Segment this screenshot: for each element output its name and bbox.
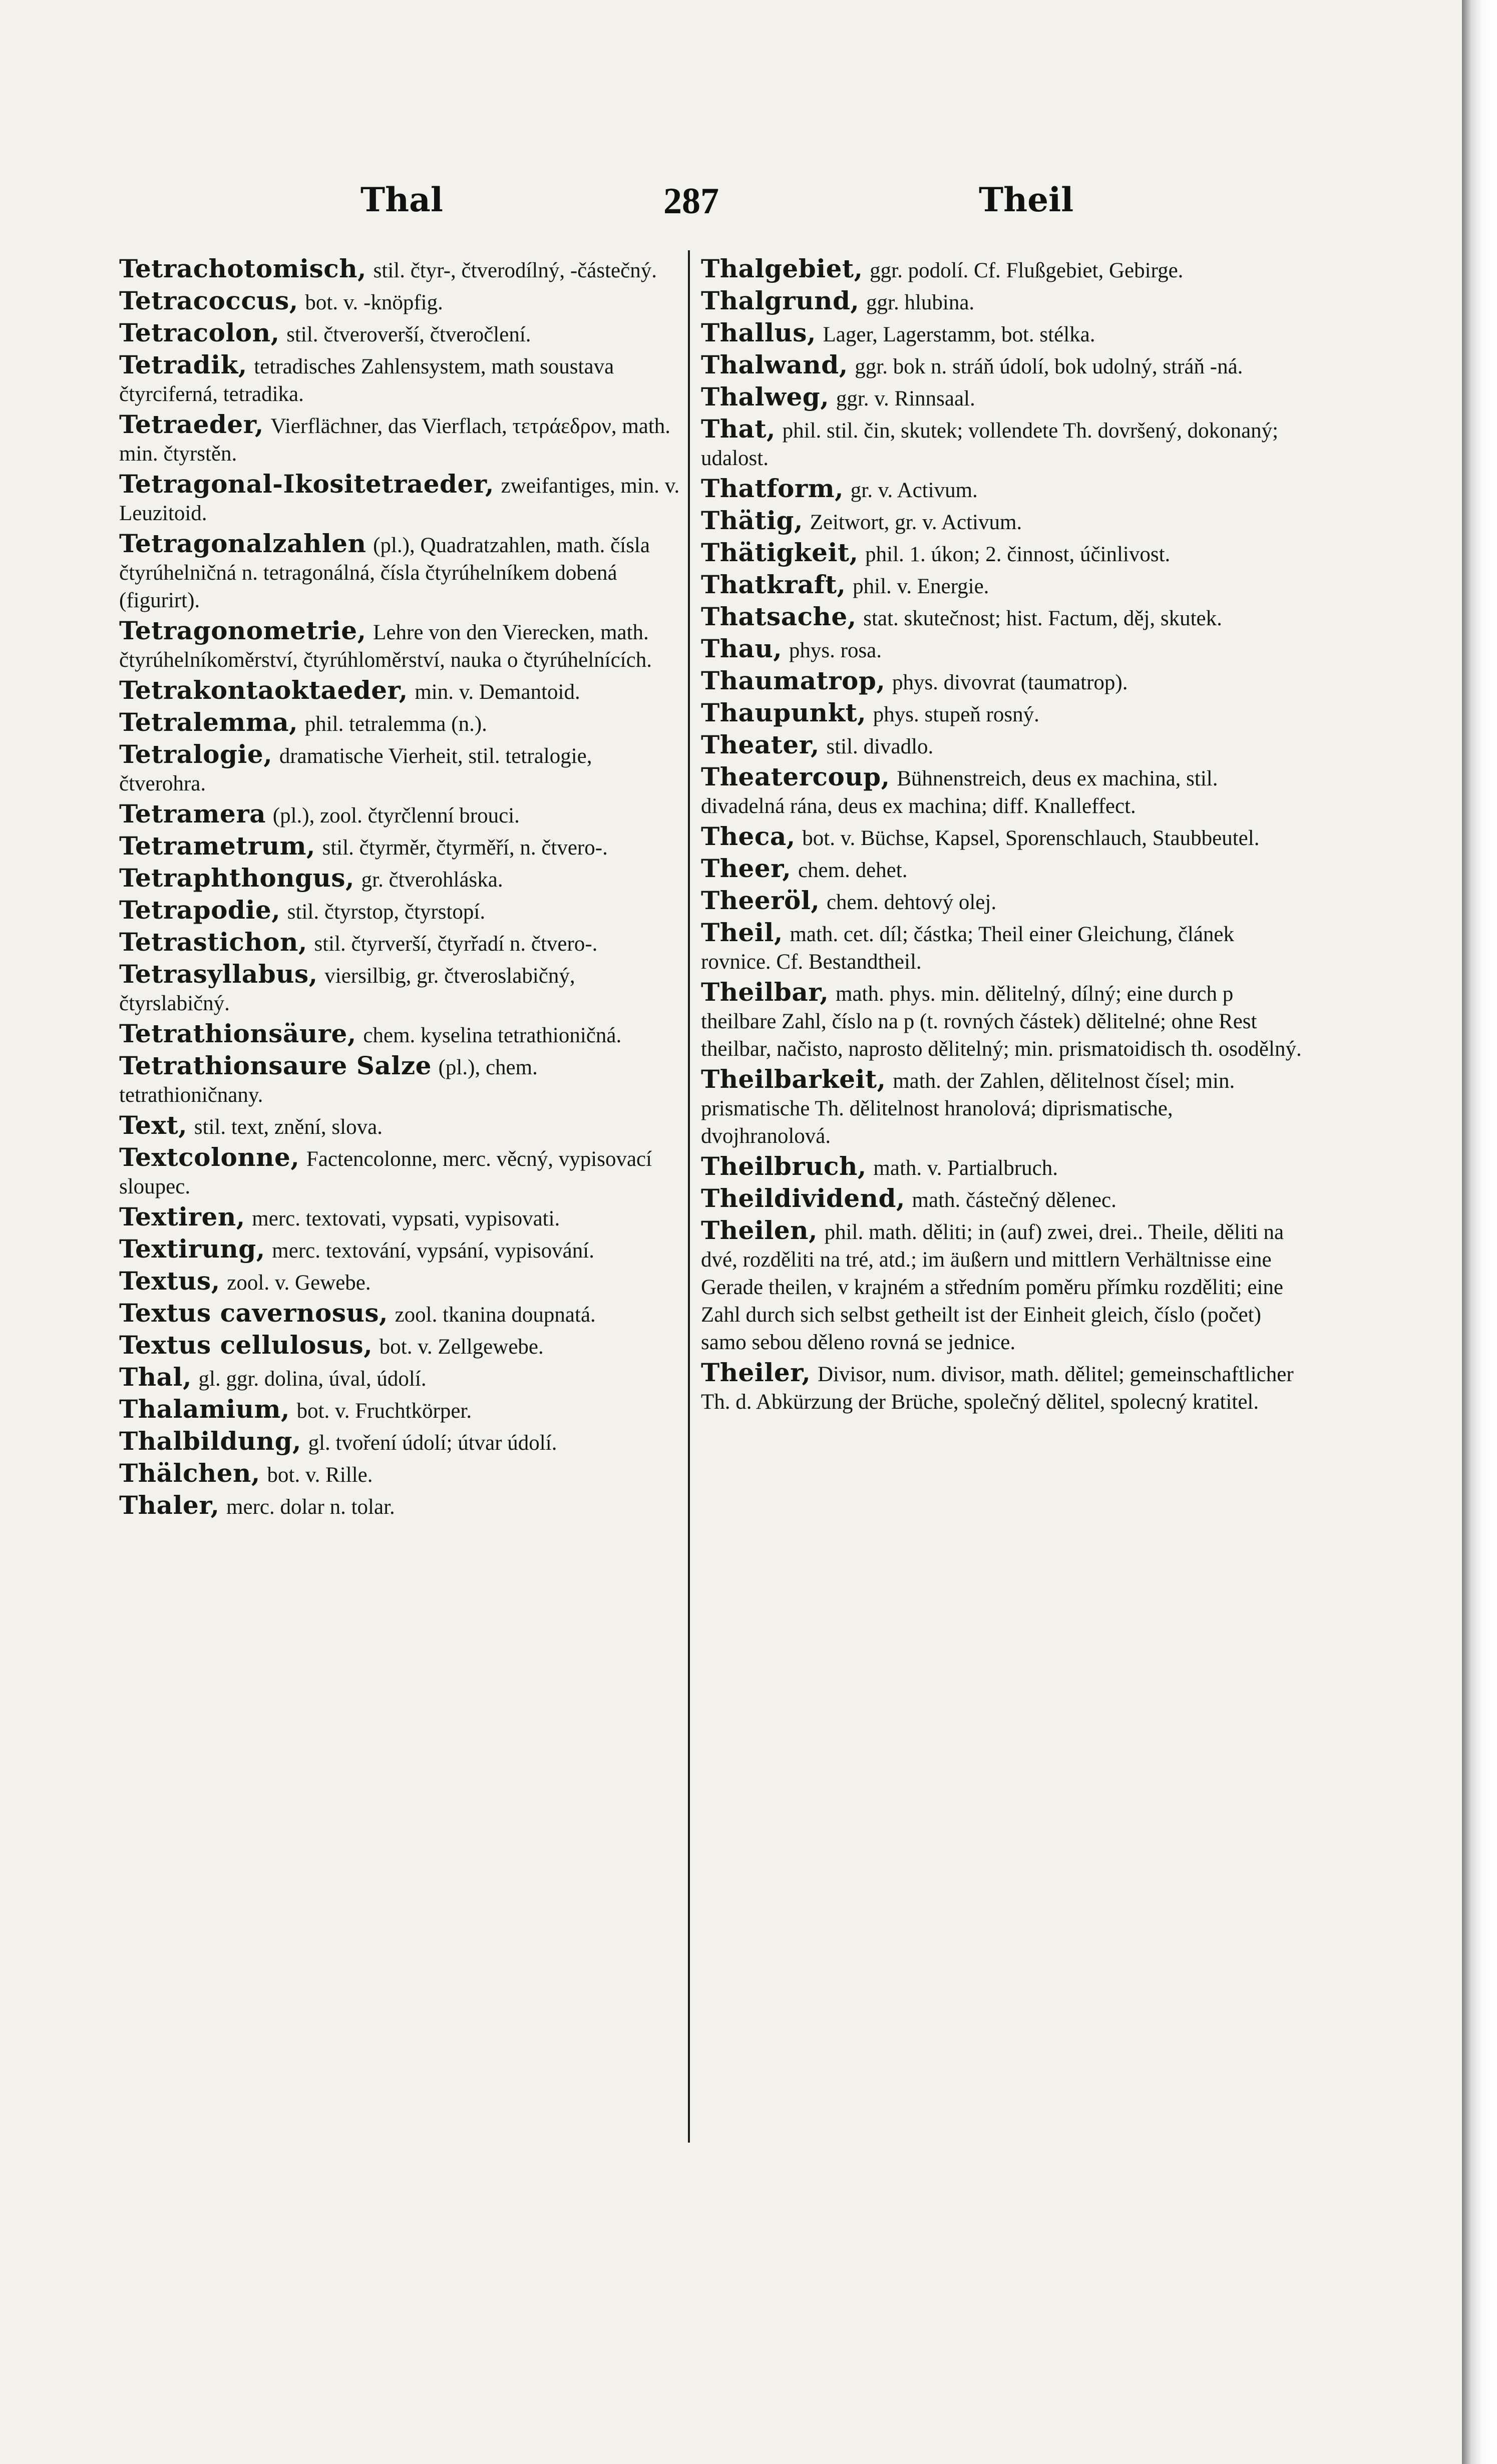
- headword: Tetrasyllabus,: [119, 959, 318, 989]
- definition: phys. divovrat (taumatrop).: [892, 671, 1128, 694]
- headword: Tetracolon,: [119, 318, 280, 347]
- headword: Thätigkeit,: [701, 538, 859, 567]
- definition: ggr. podolí. Cf. Flußgebiet, Gebirge.: [870, 259, 1184, 282]
- dictionary-entry: [701, 475, 1307, 504]
- definition: math. der Zahlen, dělitelnost čísel; min. prismatische Th. dělitelnost hranolová; diprismatische, dvojhranolová.: [701, 1069, 1235, 1148]
- definition: chem. dehet.: [798, 859, 908, 882]
- definition: bot. v. Fruchtkörper.: [296, 1399, 472, 1423]
- dictionary-entry: [701, 823, 1307, 852]
- dictionary-entry: [701, 1066, 1307, 1150]
- dictionary-entry: [119, 897, 680, 926]
- dictionary-entry: [119, 255, 680, 284]
- headword: Thalgrund,: [701, 286, 860, 315]
- headword: Theiler,: [701, 1358, 811, 1387]
- dictionary-entry: [701, 603, 1307, 632]
- headword: Text,: [119, 1110, 188, 1140]
- dictionary-entry: [701, 255, 1307, 284]
- running-head-left: Thal: [360, 180, 443, 219]
- definition: math. cet. díl; částka; Theil einer Gleichung, článek rovnice. Cf. Bestandtheil.: [701, 923, 1234, 974]
- definition: stil. čtveroverší, čtveročlení.: [286, 323, 531, 346]
- definition: Vierflächner, das Vierflach, τετράεδρον, math. min. čtyrstěn.: [119, 415, 671, 466]
- dictionary-entry: [119, 1112, 680, 1141]
- dictionary-entry: [701, 763, 1307, 820]
- dictionary-entry: [701, 731, 1307, 760]
- dictionary-entry: [119, 1020, 680, 1049]
- headword: Thalgebiet,: [701, 254, 863, 283]
- left-column: [119, 255, 680, 1524]
- definition: bot. v. Büchse, Kapsel, Sporenschlauch, Staubbeutel.: [802, 827, 1260, 850]
- headword: Thaupunkt,: [701, 698, 867, 727]
- page-number: 287: [663, 181, 719, 222]
- definition: stat. skutečnost; hist. Factum, děj, skutek.: [863, 607, 1222, 630]
- headword: Tetralemma,: [119, 707, 298, 737]
- definition: stil. čtyrverší, čtyrřadí n. čtvero-.: [314, 932, 598, 956]
- dictionary-entry: [119, 709, 680, 738]
- definition: min. v. Demantoid.: [415, 680, 580, 704]
- definition: bot. v. Zellgewebe.: [379, 1335, 544, 1359]
- dictionary-entry: [701, 571, 1307, 600]
- headword: Thau,: [701, 634, 783, 663]
- dictionary-entry: [701, 699, 1307, 728]
- definition: Bühnenstreich, deus ex machina, stil. divadelná rána, deus ex machina; diff. Knalleffect.: [701, 767, 1218, 818]
- headword: Theilen,: [701, 1215, 818, 1245]
- dictionary-entry: [701, 1185, 1307, 1214]
- dictionary-entry: [119, 287, 680, 316]
- headword: Tetrathionsäure,: [119, 1019, 356, 1048]
- dictionary-entry: [119, 1300, 680, 1329]
- headword: Tetrapodie,: [119, 895, 281, 925]
- headword: Tetracoccus,: [119, 286, 298, 315]
- headword: Tetrathionsaure Salze: [119, 1051, 432, 1080]
- dictionary-entry: [119, 1052, 680, 1109]
- definition: Divisor, num. divisor, math. dělitel; gemeinschaftlicher Th. d. Abkürzung der Brüche, společný dělitel, spolecný kratitel.: [701, 1363, 1294, 1414]
- headword: Thatform,: [701, 474, 844, 503]
- dictionary-entry: [119, 1332, 680, 1361]
- headword: Theil,: [701, 918, 783, 947]
- definition: ggr. hlubina.: [866, 291, 975, 314]
- definition: Lehre von den Vierecken, math. čtyrúhelníkoměrství, čtyrúhloměrství, nauka o čtyrúhelnících.: [119, 621, 652, 672]
- headword: Theeröl,: [701, 886, 820, 915]
- dictionary-entry: [119, 833, 680, 862]
- dictionary-entry: [119, 929, 680, 958]
- headword: Tetraphthongus,: [119, 863, 354, 893]
- dictionary-entry: [701, 1359, 1307, 1416]
- dictionary-entry: [119, 617, 680, 674]
- headword: Textcolonne,: [119, 1142, 300, 1172]
- headword: Tetrametrum,: [119, 831, 315, 861]
- definition: (pl.), Quadratzahlen, math. čísla čtyrúhelničná n. tetragonálná, čísla čtyrúhelníkem dobená (figurirt).: [119, 534, 650, 612]
- headword: Thallus,: [701, 318, 816, 347]
- headword: Thalwand,: [701, 350, 848, 379]
- definition: gl. tvoření údolí; útvar údolí.: [308, 1431, 557, 1455]
- headword: Tetragonal-Ikositetraeder,: [119, 469, 494, 499]
- definition: chem. kyselina tetrathioničná.: [363, 1024, 622, 1047]
- definition: math. phys. min. dělitelný, dílný; eine durch p theilbare Zahl, číslo na p (t. rovných částek) dělitelné; ohne Rest theilbar, načisto, naprosto dělitelný; min. prismatoidisch th. osodělný.: [701, 982, 1302, 1061]
- definition: phil. stil. čin, skutek; vollendete Th. dovršený, dokonaný; udalost.: [701, 419, 1279, 470]
- definition: stil. čtyr-, čtverodílný, -částečný.: [373, 259, 657, 282]
- definition: Factencolonne, merc. věcný, vypisovací sloupec.: [119, 1147, 652, 1198]
- headword: Thal,: [119, 1362, 192, 1392]
- dictionary-entry: [701, 919, 1307, 976]
- headword: Theilbar,: [701, 977, 829, 1007]
- definition: zool. tkanina doupnatá.: [395, 1303, 596, 1327]
- headword: Theilbruch,: [701, 1151, 867, 1181]
- dictionary-entry: [701, 667, 1307, 696]
- dictionary-entry: [701, 887, 1307, 916]
- right-column: [701, 255, 1307, 1419]
- dictionary-entry: [119, 471, 680, 527]
- definition: ggr. bok n. stráň údolí, bok udolný, stráň -ná.: [855, 355, 1243, 378]
- dictionary-entry: [119, 1203, 680, 1233]
- definition: merc. dolar n. tolar.: [226, 1495, 395, 1519]
- dictionary-entry: [119, 800, 680, 830]
- definition: zweifantiges, min. v. Leuzitoid.: [119, 474, 680, 525]
- headword: Tetrakontaoktaeder,: [119, 675, 408, 705]
- headword: Tetraeder,: [119, 409, 264, 439]
- headword: Tetrastichon,: [119, 927, 307, 957]
- dictionary-entry: [119, 411, 680, 468]
- headword: Textus cavernosus,: [119, 1298, 388, 1328]
- definition: stil. text, znění, slova.: [194, 1115, 383, 1139]
- definition: phil. 1. úkon; 2. činnost, účinlivost.: [865, 543, 1171, 566]
- definition: gr. čtverohláska.: [361, 868, 503, 892]
- definition: math. částečný dělenec.: [912, 1188, 1116, 1212]
- definition: Lager, Lagerstamm, bot. stélka.: [823, 323, 1095, 346]
- headword: Thätig,: [701, 506, 803, 535]
- definition: gl. ggr. dolina, úval, údolí.: [198, 1367, 427, 1391]
- headword: Thatkraft,: [701, 570, 846, 599]
- dictionary-entry: [701, 1153, 1307, 1182]
- definition: tetradisches Zahlensystem, math soustava čtyrciferná, tetradika.: [119, 355, 614, 406]
- definition: math. v. Partialbruch.: [873, 1156, 1058, 1180]
- definition: gr. v. Activum.: [850, 479, 978, 502]
- dictionary-entry: [119, 1396, 680, 1425]
- dictionary-entry: [119, 1492, 680, 1521]
- definition: bot. v. -knöpfig.: [305, 291, 443, 314]
- running-head-right: Theil: [979, 180, 1074, 219]
- definition: dramatische Vierheit, stil. tetralogie, čtverohra.: [119, 744, 592, 795]
- definition: chem. dehtový olej.: [826, 891, 997, 914]
- headword: Thaler,: [119, 1490, 220, 1520]
- dictionary-entry: [701, 539, 1307, 568]
- definition: phys. rosa.: [789, 639, 882, 662]
- definition: phil. v. Energie.: [853, 575, 989, 598]
- dictionary-entry: [119, 1364, 680, 1393]
- definition: phil. math. děliti; in (auf) zwei, drei.. Theile, děliti na dvé, rozděliti na tré, atd.; im äußern und mittlern Verhältnisse eine Gerade theilen, v krajném a středním poměru přímku rozděliti; eine Zahl durch sich selbst getheilt ist der Einheit gleich, číslo (počet) samo sebou děleno rovná se jednice.: [701, 1220, 1284, 1354]
- dictionary-entry: [119, 741, 680, 797]
- dictionary-entry: [701, 1217, 1307, 1356]
- dictionary-entry: [119, 319, 680, 348]
- definition: viersilbig, gr. čtveroslabičný, čtyrslabičný.: [119, 964, 575, 1015]
- headword: Textus,: [119, 1266, 220, 1296]
- definition: (pl.), zool. čtyrčlenní brouci.: [272, 804, 520, 828]
- headword: Tetragonalzahlen: [119, 529, 366, 558]
- definition: merc. textovati, vypsati, vypisovati.: [252, 1207, 560, 1230]
- headword: Textus cellulosus,: [119, 1330, 373, 1360]
- dictionary-entry: [701, 855, 1307, 884]
- dictionary-entry: [701, 287, 1307, 316]
- dictionary-entry: [701, 507, 1307, 536]
- headword: Thaumatrop,: [701, 666, 886, 695]
- definition: bot. v. Rille.: [267, 1463, 373, 1487]
- dictionary-entry: [701, 635, 1307, 664]
- definition: stil. divadlo.: [826, 735, 934, 758]
- headword: Thatsache,: [701, 602, 857, 631]
- headword: That,: [701, 414, 776, 444]
- headword: Tetrachotomisch,: [119, 254, 366, 283]
- definition: phil. tetralemma (n.).: [304, 712, 487, 736]
- dictionary-entry: [701, 319, 1307, 348]
- headword: Textiren,: [119, 1202, 245, 1231]
- column-divider: [688, 250, 690, 2143]
- headword: Theatercoup,: [701, 762, 890, 791]
- definition: merc. textování, vypsání, vypisování.: [272, 1239, 594, 1263]
- definition: Zeitwort, gr. v. Activum.: [810, 511, 1022, 534]
- dictionary-entry: [701, 416, 1307, 472]
- dictionary-entry: [119, 677, 680, 706]
- definition: stil. čtyrměr, čtyrměří, n. čtvero-.: [322, 836, 608, 860]
- headword: Thalbildung,: [119, 1426, 301, 1456]
- dictionary-entry: [119, 351, 680, 408]
- dictionary-entry: [119, 1144, 680, 1200]
- definition: ggr. v. Rinnsaal.: [836, 387, 975, 410]
- headword: Textirung,: [119, 1234, 265, 1264]
- dictionary-entry: [119, 1460, 680, 1489]
- headword: Thalweg,: [701, 382, 830, 412]
- definition: phys. stupeň rosný.: [873, 703, 1039, 726]
- headword: Theilbarkeit,: [701, 1064, 886, 1094]
- headword: Tetralogie,: [119, 739, 273, 769]
- dictionary-entry: [119, 1428, 680, 1457]
- page-edge: [1462, 0, 1497, 2464]
- definition: zool. v. Gewebe.: [227, 1271, 371, 1295]
- dictionary-entry: [119, 530, 680, 614]
- definition: (pl.), chem. tetrathioničnany.: [119, 1056, 538, 1107]
- dictionary-entry: [119, 961, 680, 1017]
- headword: Tetradik,: [119, 350, 247, 379]
- headword: Theater,: [701, 730, 820, 759]
- headword: Tetramera: [119, 799, 266, 829]
- dictionary-entry: [701, 351, 1307, 380]
- headword: Theca,: [701, 822, 796, 851]
- dictionary-entry: [119, 1268, 680, 1297]
- headword: Theildividend,: [701, 1183, 905, 1213]
- dictionary-entry: [119, 865, 680, 894]
- definition: stil. čtyrstop, čtyrstopí.: [287, 900, 486, 924]
- headword: Theer,: [701, 854, 792, 883]
- headword: Thalamium,: [119, 1394, 290, 1424]
- dictionary-entry: [701, 383, 1307, 413]
- headword: Thälchen,: [119, 1458, 260, 1488]
- dictionary-entry: [701, 979, 1307, 1063]
- dictionary-entry: [119, 1236, 680, 1265]
- headword: Tetragonometrie,: [119, 616, 366, 645]
